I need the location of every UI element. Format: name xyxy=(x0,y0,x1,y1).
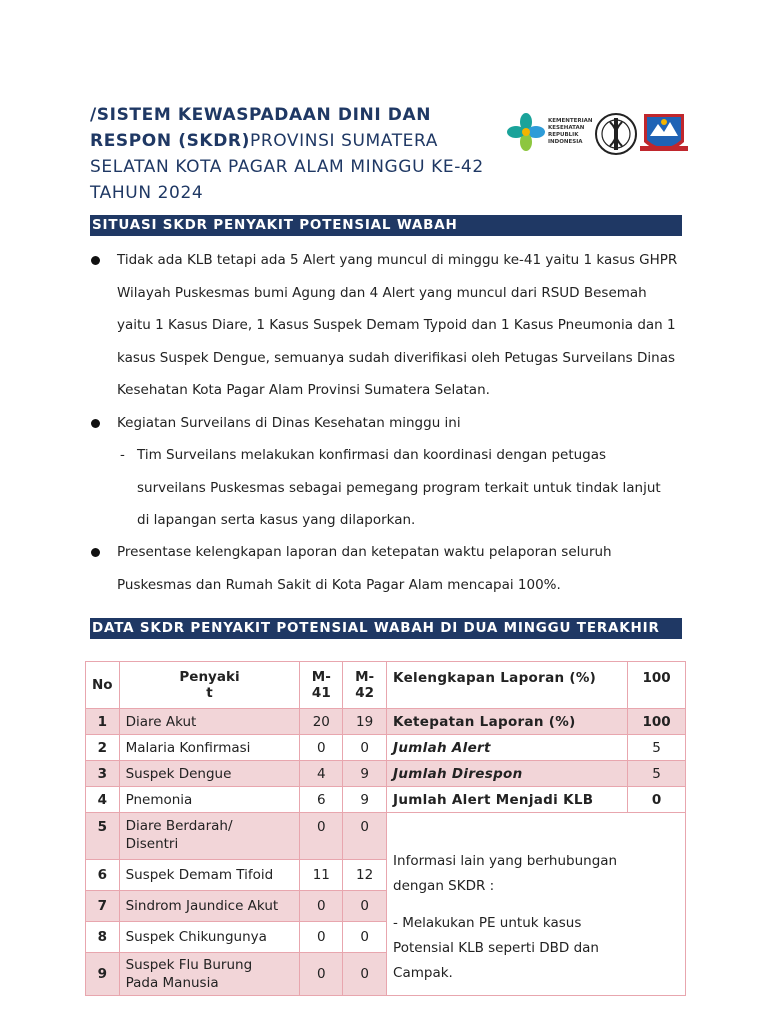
paragraph-presentase xyxy=(117,536,680,601)
row-m42: 0 xyxy=(343,735,387,761)
bullet-icon xyxy=(91,256,100,265)
para-line: Wilayah Puskesmas bumi Agung dan 4 Alert yang muncul dari RSUD Besemah xyxy=(117,284,647,301)
stat-value: 5 xyxy=(628,735,686,761)
row-no: 9 xyxy=(86,953,120,996)
para-line: kasus Suspek Dengue, semuanya sudah diverifikasi oleh Petugas Surveilans Dinas xyxy=(117,349,676,366)
table-row xyxy=(86,709,686,735)
stat-value: 5 xyxy=(628,761,686,787)
row-m41: 0 xyxy=(300,735,343,761)
kemenkes-text-1: KEMENTERIAN xyxy=(548,118,593,124)
kemenkes-logo-icon xyxy=(506,108,688,164)
bullet-icon xyxy=(91,419,100,428)
para-line: Tim Surveilans melakukan konfirmasi dan koordinasi dengan petugas xyxy=(137,447,607,463)
kemenkes-text-2: KESEHATAN xyxy=(548,125,585,131)
row-disease: Sindrom Jaundice Akut xyxy=(119,891,300,922)
row-m42: 0 xyxy=(343,922,387,953)
stat-label: Jumlah Alert Menjadi KLB xyxy=(387,787,628,813)
info-line: dengan SKDR : xyxy=(393,878,495,894)
row-no: 4 xyxy=(86,787,120,813)
row-m41: 11 xyxy=(300,860,343,891)
kemenkes-text-4: INDONESIA xyxy=(548,139,583,145)
info-line: Informasi lain yang berhubungan xyxy=(393,853,618,869)
section-heading-situasi: SITUASI SKDR PENYAKIT POTENSIAL WABAH xyxy=(90,215,682,236)
row-m41: 20 xyxy=(300,709,343,735)
para-line: di lapangan serta kasus yang dilaporkan. xyxy=(137,512,416,529)
row-no: 8 xyxy=(86,922,120,953)
row-m41: 6 xyxy=(300,787,343,813)
row-m41: 0 xyxy=(300,891,343,922)
row-m41: 4 xyxy=(300,761,343,787)
title-rest: PROVINSI SUMATERA SELATAN KOTA PAGAR ALAM MINGGU KE-42 TAHUN 2024 xyxy=(90,131,484,203)
info-line: Potensial KLB seperti DBD dan xyxy=(393,940,599,956)
stat-label: Jumlah Alert xyxy=(387,735,628,761)
row-no: 1 xyxy=(86,709,120,735)
kota-pagar-alam-emblem-icon xyxy=(640,114,688,151)
row-disease: Pnemonia xyxy=(119,787,300,813)
paragraph-tim-surveilans xyxy=(137,439,670,537)
kemenkes-text-3: REPUBLIK xyxy=(548,132,579,138)
table-row xyxy=(86,761,686,787)
row-no: 7 xyxy=(86,891,120,922)
row-disease: Suspek Flu Burung Pada Manusia xyxy=(119,953,300,996)
para-line: Kesehatan Kota Pagar Alam Provinsi Sumatera Selatan. xyxy=(117,382,490,399)
row-m41: 0 xyxy=(300,922,343,953)
info-cell xyxy=(387,813,686,996)
title-bold: /SISTEM KEWASPADAAN DINI DAN RESPON (SKDR) xyxy=(90,105,432,151)
table-header-row xyxy=(86,662,686,709)
bullet-icon xyxy=(91,548,100,557)
section-heading-data: DATA SKDR PENYAKIT POTENSIAL WABAH DI DUA MINGGU TERAKHIR xyxy=(90,618,682,639)
row-m42: 0 xyxy=(343,953,387,996)
paragraph-klb-alert xyxy=(117,244,680,407)
row-disease: Suspek Chikungunya xyxy=(119,922,300,953)
row-no: 3 xyxy=(86,761,120,787)
table-row xyxy=(86,787,686,813)
row-m42: 0 xyxy=(343,891,387,922)
skdr-data-table xyxy=(85,661,686,996)
para-line: Tidak ada KLB tetapi ada 5 Alert yang muncul di minggu ke-41 yaitu 1 kasus GHPR xyxy=(117,252,678,268)
row-m42: 19 xyxy=(343,709,387,735)
para-line: Presentase kelengkapan laporan dan ketepatan waktu pelaporan seluruh xyxy=(117,544,612,560)
row-m41: 0 xyxy=(300,813,343,860)
stat-label: Ketepatan Laporan (%) xyxy=(387,709,628,735)
para-line: surveilans Puskesmas sebagai pemegang program terkait untuk tindak lanjut xyxy=(137,479,661,496)
row-m42: 9 xyxy=(343,787,387,813)
stat-label: Kelengkapan Laporan (%) xyxy=(387,662,628,709)
header-penyakit: Penyaki t xyxy=(119,662,300,709)
row-no: 2 xyxy=(86,735,120,761)
header-m42: M- 42 xyxy=(343,662,387,709)
row-m41: 0 xyxy=(300,953,343,996)
info-line: Campak. xyxy=(393,965,453,981)
table-row xyxy=(86,813,686,860)
stat-value: 100 xyxy=(628,709,686,735)
header-no: No xyxy=(86,662,120,709)
row-disease: Suspek Dengue xyxy=(119,761,300,787)
table-row xyxy=(86,735,686,761)
row-m42: 12 xyxy=(343,860,387,891)
stat-value: 100 xyxy=(628,662,686,709)
info-line: - Melakukan PE untuk kasus xyxy=(393,915,582,931)
surveilans-seal-icon xyxy=(596,114,636,154)
row-m42: 0 xyxy=(343,813,387,860)
para-line: Puskesmas dan Rumah Sakit di Kota Pagar Alam mencapai 100%. xyxy=(117,576,561,593)
row-disease: Malaria Konfirmasi xyxy=(119,735,300,761)
row-disease: Diare Akut xyxy=(119,709,300,735)
paragraph-kegiatan: Kegiatan Surveilans di Dinas Kesehatan minggu ini xyxy=(117,415,461,431)
row-disease: Suspek Demam Tifoid xyxy=(119,860,300,891)
stat-value: 0 xyxy=(628,787,686,813)
stat-label: Jumlah Direspon xyxy=(387,761,628,787)
page-title xyxy=(90,102,490,206)
header-m41: M- 41 xyxy=(300,662,343,709)
row-no: 5 xyxy=(86,813,120,860)
para-line: yaitu 1 Kasus Diare, 1 Kasus Suspek Demam Typoid dan 1 Kasus Pneumonia dan 1 xyxy=(117,317,676,334)
row-disease: Diare Berdarah/ Disentri xyxy=(119,813,300,860)
dash-marker: - xyxy=(120,447,125,463)
row-no: 6 xyxy=(86,860,120,891)
row-m42: 9 xyxy=(343,761,387,787)
logo-group xyxy=(506,108,688,164)
